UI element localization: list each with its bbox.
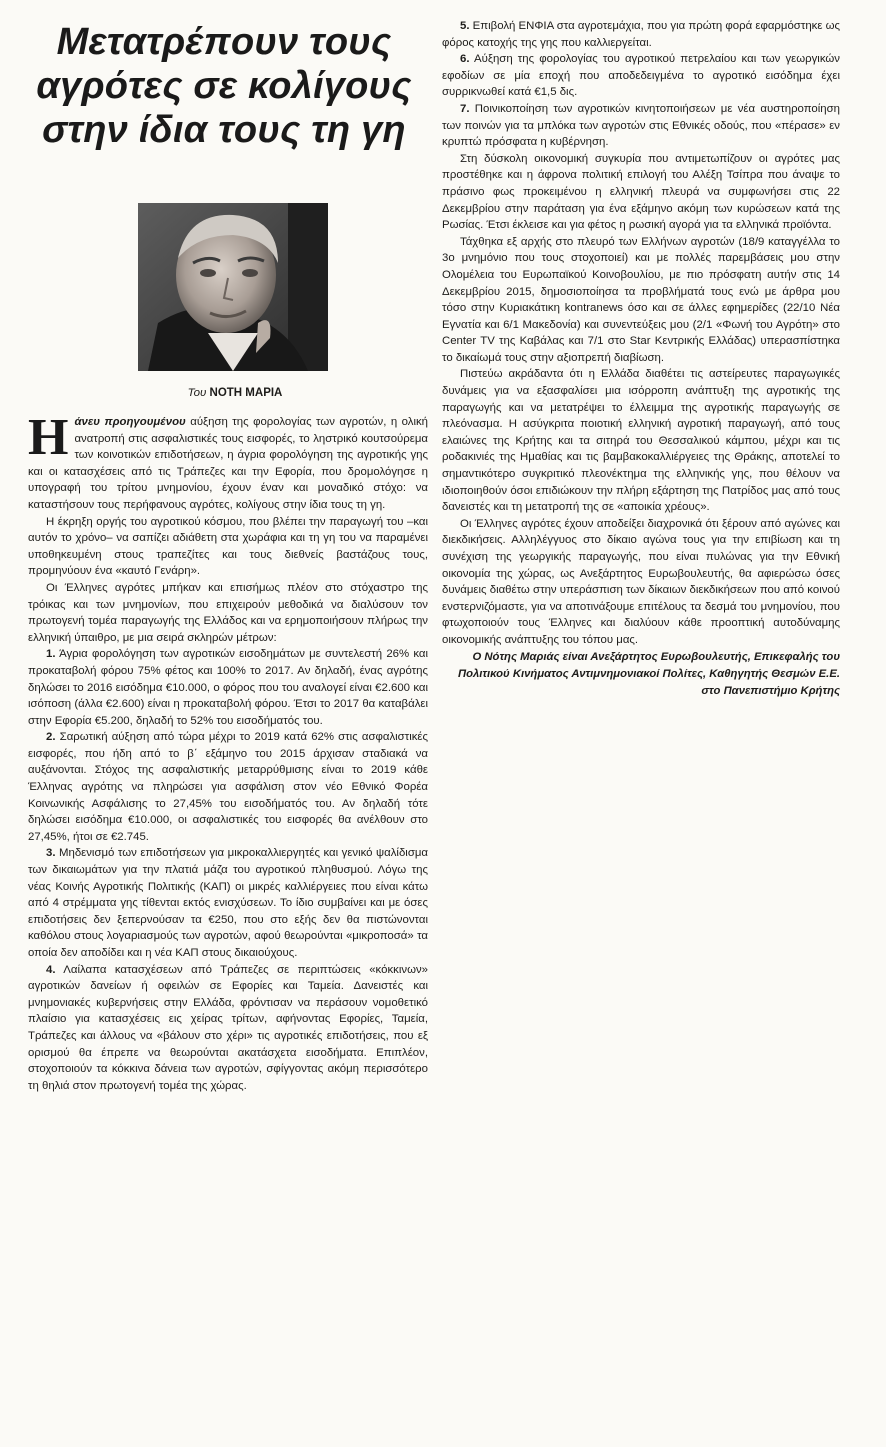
list-item xyxy=(28,962,428,1095)
list-item-number: 1. xyxy=(46,648,56,661)
dropcap: Η xyxy=(28,409,69,466)
list-item xyxy=(442,101,840,151)
paragraph: Οι Έλληνες αγρότες μπήκαν και επισήμως πλέον στο στόχαστρο της τρόικας και των μνημονίων, που επιχειρούν μεθοδικά να διαλύσουν τον πρωτογενή τομέα παραγωγής της Ελλάδος και να ερημοποιήσουν πλήρως την ελληνική ύπαιθρο, με μια σειρά σκληρών μέτρων: xyxy=(28,581,428,644)
list-item-text: Μηδενισμό των επιδοτήσεων για μικροκαλλιεργητές και γενικό ψαλίδισμα των δικαιωμάτων για την πλατιά μάζα του αγροτικού πληθυσμού. Λόγω της νέας Κοινής Αγροτικής Πολιτικής (ΚΑΠ) οι μικρές καλλιέργειες που είναι κάτω από 4 στρέμματα γης τίθενται εκτός ενισχύσεων. Το ίδιο συμβαίνει και με όσες επιδοτήσεις δεν ξεπερνούσαν τα €250, που στο εξής δεν θα πιστώνονται καθόλου στους λογαριασμούς των αγροτών, αφού θεωρούνται «μικροποσά» τα οποία δεν αποδίδει και η νέα ΚΑΠ στους δικαιούχους. xyxy=(28,847,428,959)
list-item-text: Άγρια φορολόγηση των αγροτικών εισοδημάτων με συντελεστή 26% και προκαταβολή φόρου 75% φέτος και 100% το 2017. Αν δηλαδή, ένας αγρότης δηλώσει το 2016 εισόδημα €10.000, ο φόρος που του αναλογεί είναι €2.600 και ισόποση (άλλα €2.600) είναι η προκαταβολή φόρου. Έτσι το 2017 θα καταβάλει στην Εφορία €5.200, δηλαδή το 52% του εισοδήματός του. xyxy=(28,648,428,727)
list-item xyxy=(28,646,428,729)
list-item-number: 3. xyxy=(46,847,56,860)
lead-paragraph xyxy=(28,409,429,514)
paragraph: Τάχθηκα εξ αρχής στο πλευρό των Ελλήνων αγροτών (18/9 καταγγέλλα το 3ο μνημόνιο που τους στοχοποιεί) και με πολλές παρεμβάσεις μου στην Ολομέλεια του Ευρωπαϊκού Κοινοβουλίου, με πιο πρόσφατη αυτήν στις 14 Δεκεμβρίου 2015, δημοσιοποίησα τα προβλήματά τους ενώ με άρθρα μου τόσο στην Κυριακάτικη kontranews όσο και σε άλλες εφημερίδες (22/10 Νέα Εγνατία και 6/1 Μακεδονία) και συνεντεύξεις μου (2/1 «Φωνή του Αγρότη» στο Center TV της Καβάλας και 7/1 στο Star Κεντρικής Ελλάδας) υπερασπίστηκα το δικαίωμά τους στην αξιοπρεπή διαβίωση. xyxy=(442,235,840,364)
list-item-text: Ποινικοποίηση των αγροτικών κινητοποιήσεων με νέα αυστηροποίηση των ποινών για τα μπλόκα των αγροτών στις Εθνικές οδούς, που «πέρασε» εν κρυπτώ πρόσφατα η κυβέρνηση. xyxy=(442,102,840,149)
left-column-body xyxy=(28,409,429,1094)
list-item xyxy=(442,18,840,51)
lead-text: αύξηση της φορολογίας των αγροτών, η ολική ανατροπή στις ασφαλιστικές τους εισφορές, το ληστρικό κουτσούρεμα των κοινοτικών επιδοτήσεων, η άγρια φορολόγηση της αγροτικής γης και οι κατασχέσεις από τις Τράπεζες και την Εφορία, που δρομολόγησε η υπογραφή του τρίτου μνημονίου, έχουν έναν και μοναδικό στόχο: να καταστήσουν τους περήφανους αγρότες, κολίγους στην ίδια τους τη γη. xyxy=(28,416,429,511)
list-item-number: 6. xyxy=(460,53,470,66)
list-item xyxy=(28,729,428,845)
byline xyxy=(140,387,330,399)
list-item-text: Αύξηση της φορολογίας του αγροτικού πετρελαίου και των γεωργικών εφοδίων σε μία εποχή που αποδεδειγμένα το αγροτικό εισόδημα έχει συρρικνωθεί κατά €1,5 δις. xyxy=(442,53,840,99)
byline-author: ΝΟΤΗ ΜΑΡΙΑ xyxy=(209,387,283,399)
list-item-number: 5. xyxy=(460,20,470,32)
article-headline: Μετατρέπουν τους αγρότες σε κολίγους στην ίδια τους τη γη xyxy=(36,21,412,151)
list-item-number: 2. xyxy=(46,731,56,744)
lead-bold-text: άνευ προηγουμένου xyxy=(74,416,186,428)
list-item-text: Επιβολή ΕΝΦΙΑ στα αγροτεμάχια, που για πρώτη φορά εφαρμόστηκε ως φόρος κατοχής της γης που καλλιεργείται. xyxy=(442,20,840,49)
author-photo xyxy=(138,203,328,371)
list-item xyxy=(442,51,840,101)
list-item xyxy=(28,845,428,961)
author-portrait-image xyxy=(138,203,328,371)
paragraph: Πιστεύω ακράδαντα ότι η Ελλάδα διαθέτει τις αστείρευτες παραγωγικές δυνάμεις για να εξασφαλίσει μια ισόρροπη ανάπτυξη της αγροτικής της παραγωγής και να μετατρέψει το έλλειμμα της αγροτικής παραγωγής σε πλεόνασμα. Η ασύγκριτα ποιοτική ελληνική αγροτική παραγωγή, από τους ελαιώνες της Κρήτης και τα σιτηρά του Θεσσαλικού κάμπου, μέχρι και τις ροδακινιές της Ημαθίας και τις βαμβακοκαλλιέργειες της Θράκης, αποτελεί το σημαντικότερο συγκριτικό πλεονέκτημα της ελληνικής γης, που θέλουν να ιδιοποιηθούν όσοι επιδιώκουν την πλήρη εξάρτηση της Πατρίδος μας από τους δανειστές και τη μετατροπή της σε «αποικία χρέους». xyxy=(442,368,840,514)
list-item-text: Σαρωτική αύξηση από τώρα μέχρι το 2019 κατά 62% στις ασφαλιστικές εισφορές, που ήδη από το β΄ εξάμηνο του 2015 άρχισαν σταδιακά να αυξάνονται. Στόχος της ασφαλιστικής μεταρρύθμισης είναι το 2019 κάθε Έλληνας αγρότης να πληρώσει για ασφάλιση στον νέο Εθνικό Φορέα Κοινωνικής Ασφάλισης το 27,45% του εισοδήματός του. Αν δηλαδή τότε δηλώσει εισόδημα €10.000, οι ασφαλιστικές του εισφορές θα ανέλθουν στο 27,45%, ήτοι σε €2.745. xyxy=(28,731,428,843)
list-item-number: 7. xyxy=(460,102,470,115)
paragraph: Στη δύσκολη οικονομική συγκυρία που αντιμετωπίζουν οι αγρότες μας προστέθηκε και η άφρονα πολιτική επιλογή του Αλέξη Τσίπρα που άναψε το πράσινο φως προκειμένου η ελληνική πλευρά να συμφωνήσει στις 22 Δεκεμβρίου στην παράταση για ένα εξάμηνο ακόμη των κυρώσεων κατά της Ρωσίας. Έτσι έκλεισε και για φέτος η ρωσική αγορά για τα ελληνικά προϊόντα. xyxy=(442,152,840,232)
author-signature: Ο Νότης Μαριάς είναι Ανεξάρτητος Ευρωβουλευτής, Επικεφαλής του Πολιτικού Κινήματος Αντιμνημονιακοί Πολίτες, Καθηγητής Θεσμών Ε.Ε. στο Πανεπιστήμιο Κρήτης xyxy=(457,650,840,697)
list-item-text: Λαίλαπα κατασχέσεων από Τράπεζες σε περιπτώσεις «κόκκινων» αγροτικών δανείων ή οφειλών σε Εφορίες και Ταμεία. Δανειστές και μνημονιακές κυβερνήσεις στην Ελλάδα, φρόντισαν να περάσουν νομοθετικό πλαίσιο για κατασχέσεις εις χείρας τρίτων, αφήνοντας Εφορίες, Ταμεία, Τράπεζες και άλλους να «βάλουν στο χέρι» τις αγροτικές επιδοτήσεις, που εξ ορισμού θα έπρεπε να θεωρούνται ακατάσχετα εισοδήματα. Επιπλέον, στοχοποιούν τα κόκκινα δάνεια των αγροτών, σφίγγοντας ακόμη περισσότερο τη θηλιά στον πρωτογενή τομέα της χώρας. xyxy=(28,963,428,1092)
list-item-number: 4. xyxy=(46,963,56,976)
paragraph: Η έκρηξη οργής του αγροτικού κόσμου, που βλέπει την παραγωγή του –και αυτόν το χρόνο– να σαπίζει αδιάθετη στα χωράφια και τη γη του να παραμένει υποθηκευμένη στους τραπεζίτες και τους διεθνείς βαστάζους τους, προμηνύουν ένα «καυτό Γενάρη». xyxy=(28,515,428,578)
byline-prefix: Του xyxy=(187,387,207,399)
right-column-body xyxy=(442,18,840,700)
paragraph: Οι Έλληνες αγρότες έχουν αποδείξει διαχρονικά ότι ξέρουν από αγώνες και διεκδικήσεις. Αλληλέγγυος στο δίκαιο αγώνα τους για την επιβίωση και τη συνέχιση της γεωργικής παραγωγής, που είναι πυλώνας για την Εθνική οικονομία της χώρας, ως Ανεξάρτητος Ευρωβουλευτής, θα αφιερώσω όσες δυνάμεις διαθέτω στην υπεράσπιση των δίκαιων διεκδικήσεων που από κοινού ενστερνιζόμαστε, για να αποτινάξουμε επιτέλους τα δεσμά του μνημονίου, που φτωχοποιούν τους Έλληνες και διαλύουν κάθε προοπτική αυτοδύναμης οικονομικής ανάπτυξης του τόπου μας. xyxy=(442,517,840,646)
